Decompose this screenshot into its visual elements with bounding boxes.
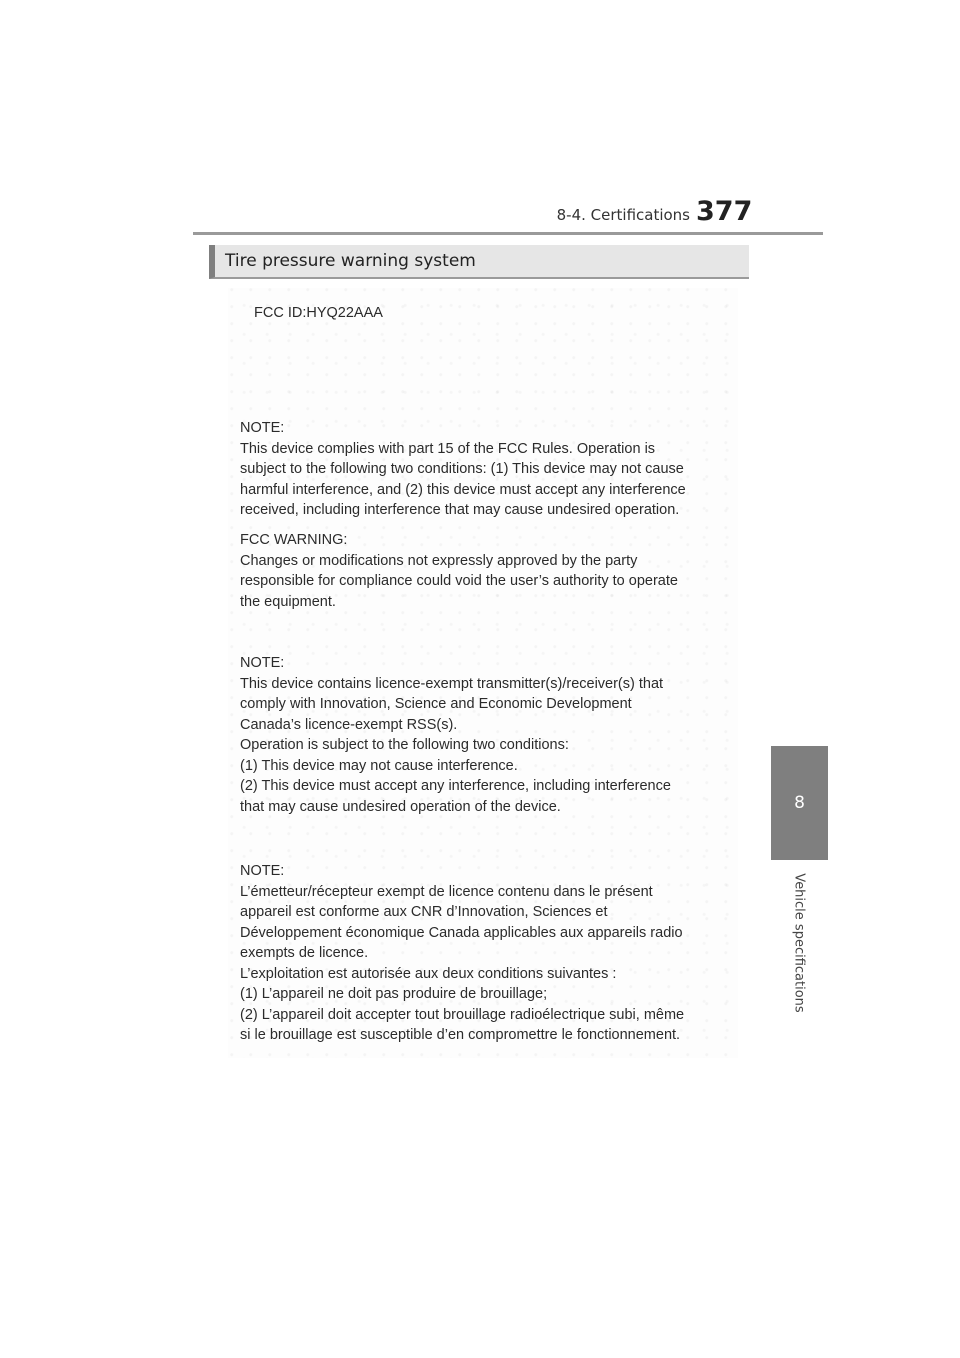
section-heading: [209, 245, 749, 279]
text-line: This device contains licence-exempt transmitter(s)/receiver(s) that: [240, 675, 664, 692]
text-line: responsible for compliance could void the user’s authority to operate: [240, 573, 678, 589]
text-line: NOTE:: [240, 863, 285, 879]
text-line: Operation is subject to the following two conditions:: [240, 737, 569, 753]
chapter-title: Vehicle specifications: [791, 873, 807, 1013]
text-line: (2) This device must accept any interference, including interference: [240, 778, 671, 794]
text-line: This device complies with part 15 of the FCC Rules. Operation is: [240, 440, 656, 457]
text-line: exempts de licence.: [240, 945, 369, 961]
chapter-tab: [771, 746, 828, 860]
header-section-title: 8-4. Certifications: [556, 206, 690, 224]
text-line: NOTE:: [240, 655, 285, 671]
text-line: NOTE:: [240, 420, 285, 436]
text-line: Canada’s licence-exempt RSS(s).: [240, 716, 458, 733]
french-note-block: [240, 861, 730, 1046]
chapter-number: 8: [794, 793, 805, 813]
page-number: 377: [696, 196, 753, 227]
ised-note-block: [240, 653, 730, 817]
text-line: harmful interference, and (2) this device must accept any interference: [240, 481, 686, 498]
text-line: the equipment.: [240, 593, 336, 610]
text-line: Changes or modifications not expressly approved by the party: [240, 552, 638, 569]
text-line: that may cause undesired operation of the device.: [240, 798, 561, 815]
section-heading-text: Tire pressure warning system: [225, 251, 476, 271]
fcc-id: FCC ID:HYQ22AAA: [254, 305, 383, 321]
text-line: Développement économique Canada applicables aux appareils radio: [240, 924, 683, 941]
text-line: si le brouillage est susceptible d’en compromettre le fonctionnement.: [240, 1027, 681, 1043]
text-line: FCC WARNING:: [240, 532, 348, 548]
fcc-warning-block: [240, 530, 730, 612]
text-line: (1) L’appareil ne doit pas produire de brouillage;: [240, 986, 548, 1002]
chapter-label: [788, 868, 810, 1018]
text-line: L’exploitation est autorisée aux deux conditions suivantes :: [240, 965, 617, 982]
text-line: subject to the following two conditions: (1) This device may not cause: [240, 461, 684, 477]
text-line: (1) This device may not cause interference.: [240, 757, 518, 774]
text-line: appareil est conforme aux CNR d’Innovation, Sciences et: [240, 904, 608, 920]
fcc-note-block: [240, 418, 730, 521]
header-divider: [193, 232, 823, 235]
text-line: comply with Innovation, Science and Economic Development: [240, 696, 632, 712]
text-line: received, including interference that may cause undesired operation.: [240, 502, 680, 518]
text-line: L’émetteur/récepteur exempt de licence contenu dans le présent: [240, 883, 653, 900]
text-line: (2) L’appareil doit accepter tout brouillage radioélectrique subi, même: [240, 1006, 685, 1023]
